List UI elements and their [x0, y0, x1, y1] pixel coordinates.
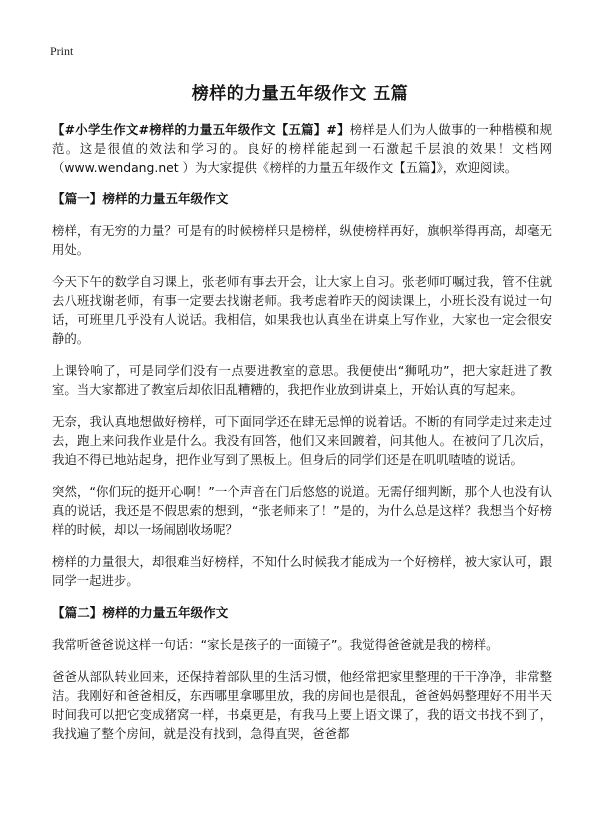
- paragraph: 爸爸从部队转业回来，还保持着部队里的生活习惯，他经常把家里整理的干干净净，非常整洁。我刚好和爸爸相反，东西哪里拿哪里放，我的房间也是很乱，爸爸妈妈整理好不用半天时间我可以把它变成猪窝一样，书桌更是，有我马上要上语文课了，我的语文书找不到了，我找遍了整个房间，就是没有找到，急得直哭，爸爸都: [52, 669, 552, 741]
- paragraph: 上课铃响了，可是同学们没有一点要进教室的意思。我便使出“狮吼功”，把大家赶进了教室。当大家都进了教室后却依旧乱糟糟的，我把作业放到讲桌上，开始认真的写起来。: [52, 363, 552, 397]
- paragraph: 榜样的力量很大，却很难当好榜样，不知什么时候我才能成为一个好榜样，被大家认可，跟同学一起进步。: [52, 554, 552, 588]
- paragraph: 我常听爸爸说这样一句话：“家长是孩子的一面镜子”。我觉得爸爸就是我的榜样。: [52, 637, 499, 652]
- paragraph: 榜样，有无穷的力量？可是有的时候榜样只是榜样，纵使榜样再好，旗帜举得再高，却毫无用处。: [52, 223, 552, 257]
- page-title: 榜样的力量五年级作文 五篇: [191, 84, 409, 104]
- print-link[interactable]: Print: [50, 44, 74, 58]
- intro-text: 榜样是人们为人做事的一种楷模和规范。这是很值的效法和学习的。良好的榜样能起到一石激起千层浪的效果！文档网（www.wendang.net ）为大家提供《榜样的力量五年级作文【五篇】》，欢迎阅读。: [52, 122, 552, 175]
- paragraph: 突然，“你们玩的挺开心啊！”一个声音在门后悠悠的说道。无需仔细判断，那个人也没有认真的说话，我还是不假思索的想到，“张老师来了！”是的，为什么总是这样？我想当个好榜样的时候，却以一场闹剧收场呢？: [52, 484, 552, 537]
- intro-tag: 【#小学生作文#榜样的力量五年级作文【五篇】#】: [52, 122, 350, 137]
- section-heading: 【篇一】榜样的力量五年级作文: [52, 191, 229, 206]
- section-heading: 【篇二】榜样的力量五年级作文: [52, 605, 229, 620]
- paragraph: 无奈，我认真地想做好榜样，可下面同学还在肆无忌惮的说着话。不断的有同学走过来走过去，跑上来问我作业是什么。我没有回答，他们又来回踱着，问其他人。在被问了几次后，我迫不得已地站起身，把作业写到了黑板上。但身后的同学们还是在叽叽喳喳的说话。: [52, 414, 552, 467]
- intro-paragraph: [52, 120, 552, 177]
- paragraph: 今天下午的数学自习课上，张老师有事去开会，让大家上自习。张老师叮嘱过我，管不住就去八班找谢老师，有事一定要去找谢老师。我考虑着昨天的阅读课上，小班长没有说过一句话，可班里几乎没有人说话。我相信，如果我也认真坐在讲桌上写作业，大家也一定会很安静的。: [52, 274, 552, 346]
- article-body: [52, 120, 552, 756]
